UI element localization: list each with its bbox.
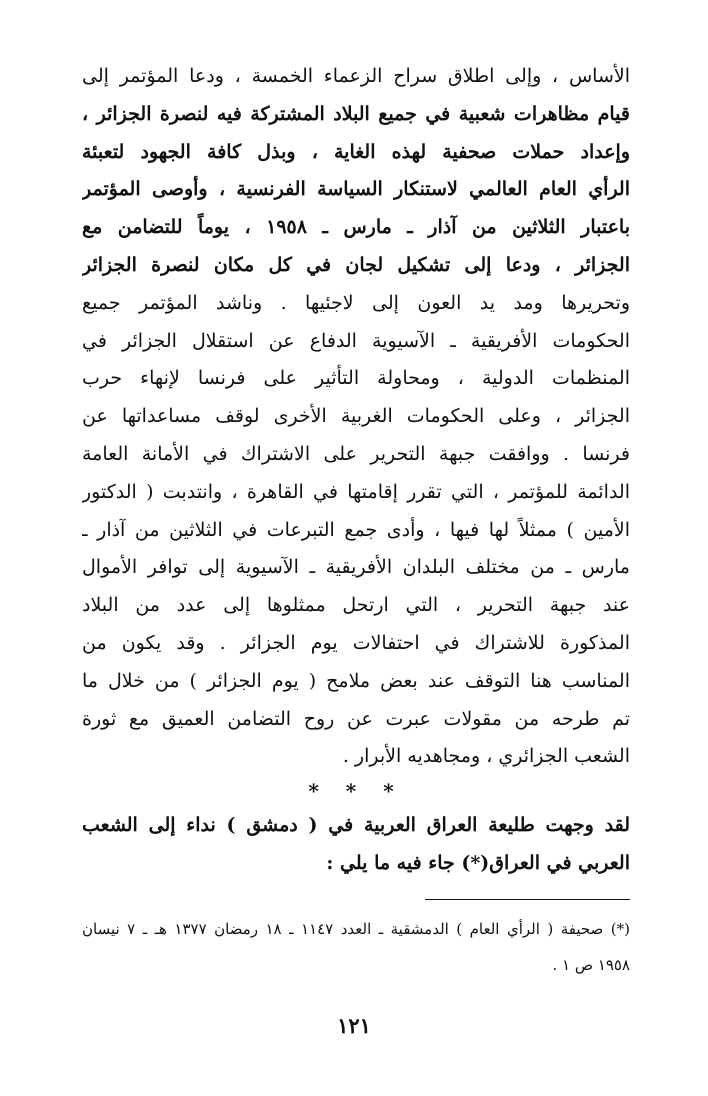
body-line: عند جبهة التحرير ، التي ارتحل ممثلوها إلى عدد من البلاد xyxy=(82,594,630,617)
body-line: الجزائر ، وعلى الحكومات الغربية الأخرى لوقف مساعداتها عن xyxy=(82,405,630,428)
heading-line: لقد وجهت طليعة العراق العربية في ( دمشق ) نداء إلى الشعب xyxy=(82,814,630,837)
body-line: الحكومات الأفريقية ـ الآسيوية الدفاع عن استقلال الجزائر في xyxy=(82,329,630,352)
body-line: تم طرحه من مقولات عبرت عن روح التضامن العميق مع ثورة xyxy=(82,707,630,730)
body-line: الدائمة للمؤتمر ، التي تقرر إقامتها في القاهرة ، وانتدبت ( الدكتور xyxy=(82,480,630,503)
footnote-rule xyxy=(425,899,630,900)
body-line: المنظمات الدولية ، ومحاولة التأثير على فرنسا لإنهاء حرب xyxy=(82,367,630,390)
body-line: باعتبار الثلاثين من آذار ـ مارس ـ ١٩٥٨ ، يوماً للتضامن مع xyxy=(82,216,630,239)
body-line: المذكورة للاشتراك في احتفالات يوم الجزائر . وقد يكون من xyxy=(82,631,630,654)
footnote-line: (*) صحيفة ( الرأي العام ) الدمشقية ـ العدد ١١٤٧ ـ ١٨ رمضان ١٣٧٧ هـ ـ ٧ نيسان xyxy=(82,920,630,938)
page-body xyxy=(82,58,630,882)
page-number: ١٢١ xyxy=(337,1013,371,1038)
body-line: الأساس ، وإلى اطلاق سراح الزعماء الخمسة ، ودعا المؤتمر إلى xyxy=(82,65,630,87)
body-line: الجزائر ، ودعا إلى تشكيل لجان في كل مكان لنصرة الجزائر xyxy=(82,253,630,276)
body-line: وإعداد حملات صحفية لهذه الغاية ، وبذل كافة الجهود لتعبئة xyxy=(82,140,630,163)
body-line: مارس ـ من مختلف البلدان الأفريقية ـ الآسيوية إلى توافر الأموال xyxy=(82,556,630,579)
body-line: الرأي العام العالمي لاستنكار السياسة الفرنسية ، وأوصى المؤتمر xyxy=(82,178,630,201)
body-line: الأمين ) ممثلاً لها فيها ، وأدى جمع التبرعات في الثلاثين من آذار ـ xyxy=(82,518,630,541)
body-line: الشعب الجزائري ، ومجاهديه الأبرار . xyxy=(342,745,630,768)
body-line: فرنسا . ووافقت جبهة التحرير على الاشتراك في الأمانة العامة xyxy=(82,442,630,465)
footnote-line: ١٩٥٨ ص ١ . xyxy=(552,956,630,974)
heading-line: العربي في العراق(*) جاء فيه ما يلي : xyxy=(326,852,630,875)
body-line: وتحريرها ومد يد العون إلى لاجئيها . وناشد المؤتمر جميع xyxy=(82,291,630,314)
body-line: المناسب هنا التوقف عند بعض ملامح ( يوم الجزائر ) من خلال ما xyxy=(82,669,630,692)
section-separator: * * * xyxy=(308,779,404,804)
body-line: قيام مظاهرات شعبية في جميع البلاد المشتركة فيه لنصرة الجزائر ، xyxy=(82,102,630,125)
